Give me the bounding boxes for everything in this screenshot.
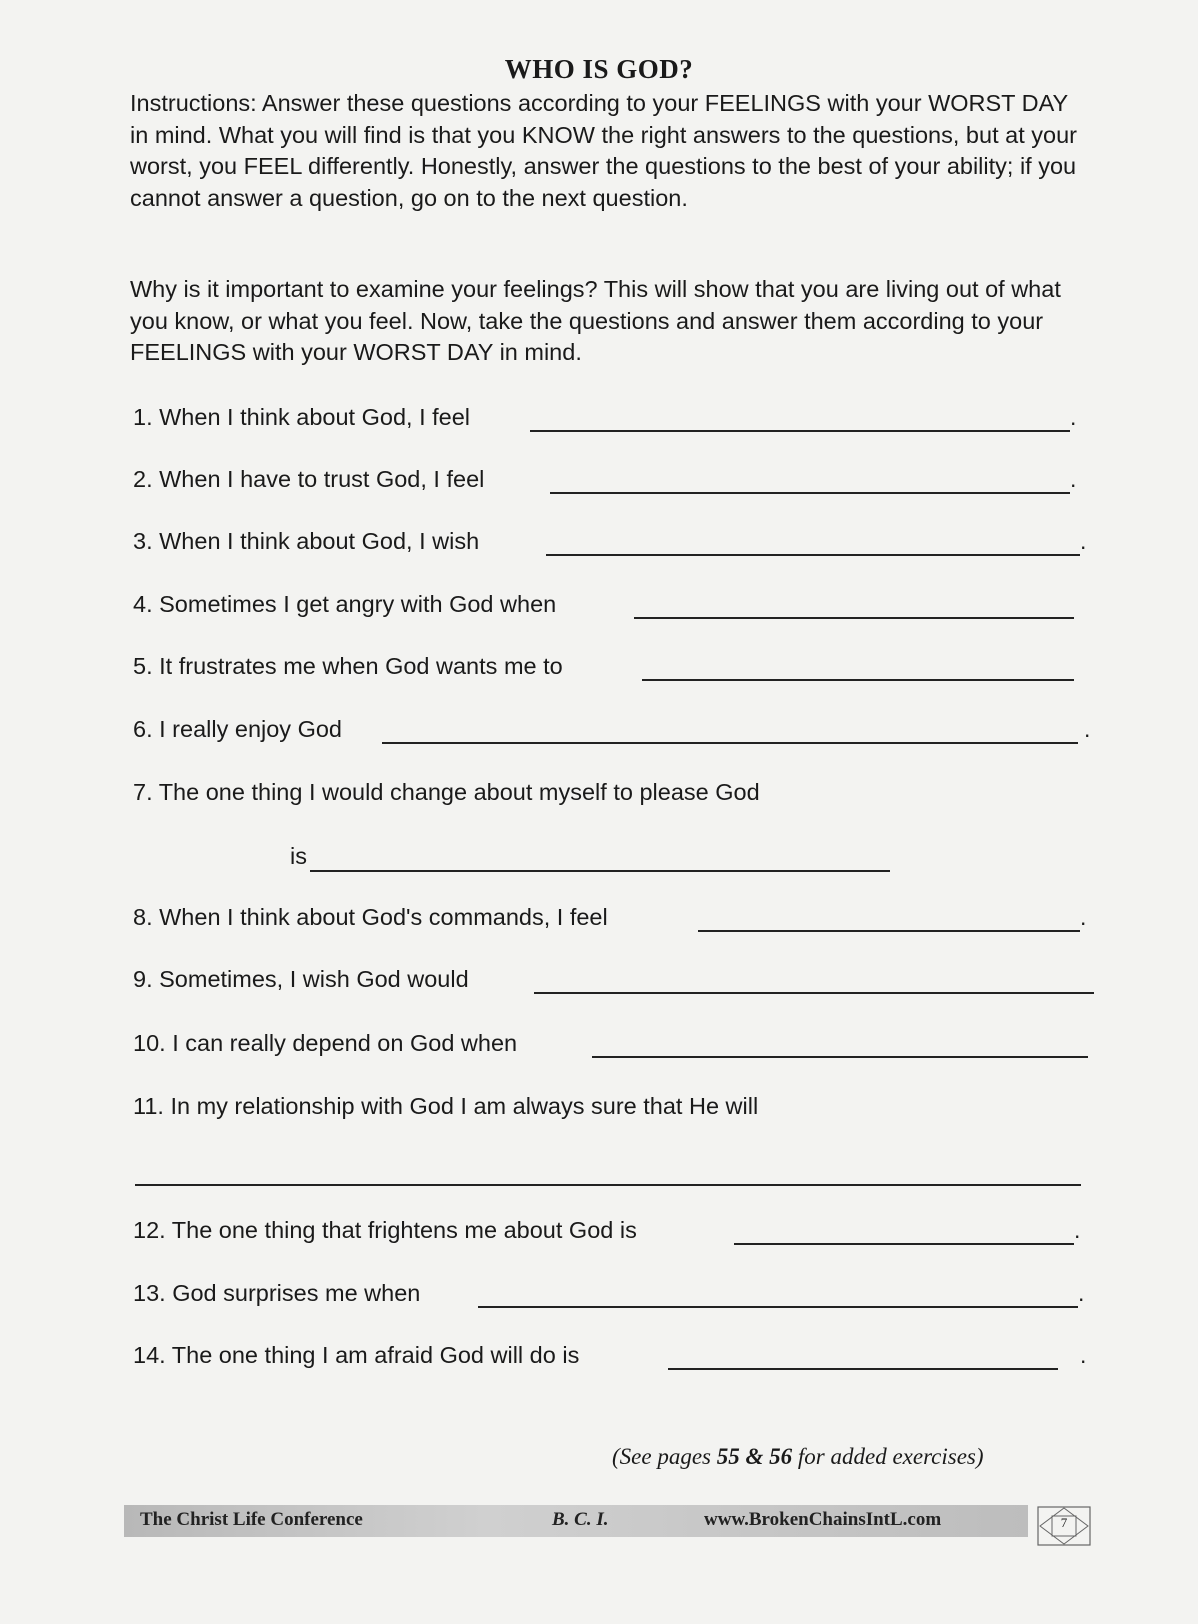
period-2: .: [1070, 466, 1077, 492]
answer-line-10[interactable]: [592, 1056, 1088, 1058]
page-number: 7: [1060, 1515, 1068, 1530]
answer-line-1[interactable]: [530, 430, 1070, 432]
period-8: .: [1080, 904, 1087, 930]
answer-line-14[interactable]: [668, 1368, 1058, 1370]
page-title: WHO IS GOD?: [504, 54, 694, 84]
answer-line-7[interactable]: [310, 870, 890, 872]
instructions-paragraph: Instructions: Answer these questions according to your FEELINGS with your WORST DAY in mind. What you will find is that you KNOW the right answers to the questions, but at your worst, you FEEL differently. Honestly, answer the questions to the best of your ability; if you cannot answer a question, go on to the next question.: [130, 90, 1077, 211]
period-14: .: [1080, 1342, 1087, 1368]
period-3: .: [1080, 528, 1087, 554]
footer-conference: The Christ Life Conference: [140, 1509, 363, 1530]
answer-line-12[interactable]: [734, 1243, 1074, 1245]
answer-line-9[interactable]: [534, 992, 1094, 994]
added-exercises-note: [612, 1444, 984, 1470]
note-suffix: for added exercises): [792, 1444, 984, 1469]
question-3: 3. When I think about God, I wish: [133, 528, 480, 554]
period-12: .: [1074, 1217, 1081, 1243]
answer-line-13[interactable]: [478, 1306, 1078, 1308]
answer-line-5[interactable]: [642, 679, 1074, 681]
answer-line-11[interactable]: [135, 1184, 1081, 1186]
period-6: .: [1084, 716, 1091, 742]
why-paragraph: Why is it important to examine your feelings? This will show that you are living out of what you know, or what you feel. Now, take the questions and answer them according to your FEELINGS with your WORST DAY in mind.: [130, 276, 1061, 365]
question-6: 6. I really enjoy God: [133, 716, 342, 742]
question-1: 1. When I think about God, I feel: [133, 404, 471, 430]
note-pages: 55 & 56: [716, 1444, 793, 1469]
question-12: 12. The one thing that frightens me about God is: [133, 1217, 637, 1243]
answer-line-8[interactable]: [698, 930, 1080, 932]
period-13: .: [1078, 1280, 1085, 1306]
question-4: 4. Sometimes I get angry with God when: [133, 591, 557, 617]
answer-line-2[interactable]: [550, 492, 1070, 494]
answer-line-6[interactable]: [382, 742, 1078, 744]
note-prefix: (See pages: [612, 1444, 717, 1469]
period-1: .: [1070, 404, 1077, 430]
footer-bci: B. C. I.: [552, 1509, 609, 1530]
answer-line-3[interactable]: [546, 554, 1080, 556]
question-14: 14. The one thing I am afraid God will do is: [133, 1342, 580, 1368]
question-11: 11. In my relationship with God I am always sure that He will: [133, 1093, 759, 1119]
answer-line-4[interactable]: [634, 617, 1074, 619]
question-8: 8. When I think about God's commands, I feel: [133, 904, 608, 930]
question-7-continuation: is: [290, 843, 307, 869]
question-13: 13. God surprises me when: [133, 1280, 421, 1306]
question-9: 9. Sometimes, I wish God would: [133, 966, 469, 992]
footer-website[interactable]: www.BrokenChainsIntL.com: [704, 1509, 942, 1530]
question-5: 5. It frustrates me when God wants me to: [133, 653, 563, 679]
question-2: 2. When I have to trust God, I feel: [133, 466, 485, 492]
question-7: 7. The one thing I would change about myself to please God: [133, 779, 760, 805]
question-10: 10. I can really depend on God when: [133, 1030, 518, 1056]
